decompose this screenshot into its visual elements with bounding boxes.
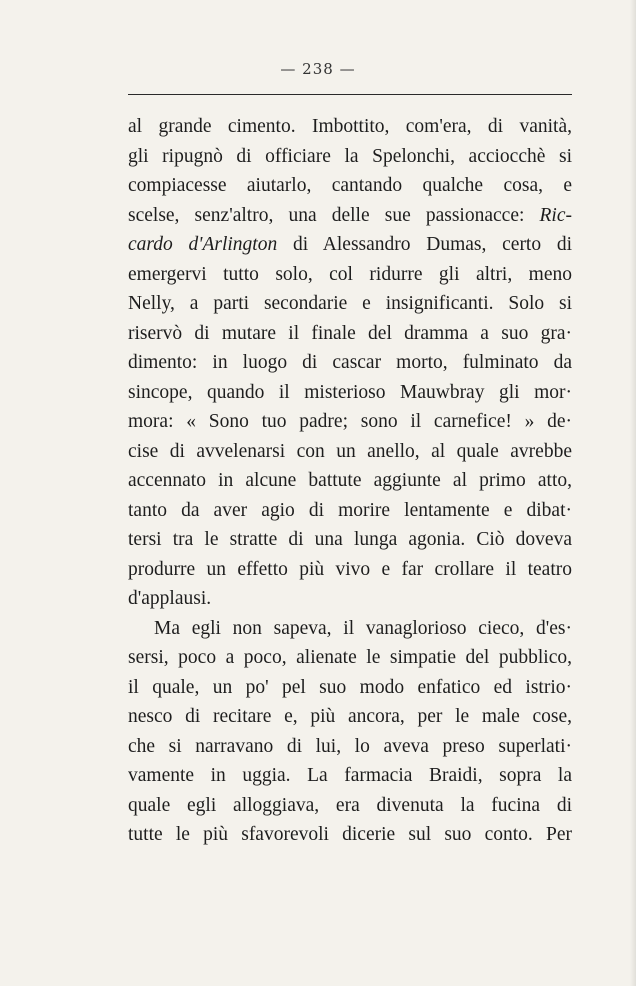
italic-title-part: cardo: [128, 234, 173, 255]
paragraph-1: [128, 112, 572, 614]
header-rule: [128, 94, 572, 95]
text-line: vamente in uggia. La farmacia Braidi, sopra la: [128, 765, 572, 786]
text-line: tersi tra le stratte di una lunga agonia. Ciò doveva: [128, 529, 572, 550]
text-line: Ma egli non sapeva, il vanaglorioso cieco, d'es·: [154, 617, 572, 639]
paragraph-2: [128, 614, 572, 850]
italic-title-part: d'Arlington: [188, 234, 278, 255]
text-line: che si narravano di lui, lo aveva preso superlati·: [128, 735, 572, 757]
text-line: produrre un effetto più vivo e far crollare il teatro: [128, 558, 572, 580]
text-line: dimento: in luogo di cascar morto, fulminato da: [128, 352, 572, 373]
text-line: cise di avvelenarsi con un anello, al quale avrebbe: [128, 440, 572, 462]
page-number: — 238 —: [280, 60, 356, 78]
page-edge-shadow: [630, 0, 636, 986]
text-line: compiacesse aiutarlo, cantando qualche cosa, e: [128, 175, 572, 196]
text-line: mora: « Sono tuo padre; sono il carnefice! » de·: [128, 411, 572, 432]
text-line: al grande cimento. Imbottito, com'era, di vanità,: [128, 116, 572, 137]
text-segment: di Alessandro Dumas, certo di: [292, 234, 573, 255]
text-line: tutte le più sfavorevoli dicerie sul suo conto. Per: [128, 824, 572, 845]
italic-title-part: Ric-: [539, 204, 572, 226]
text-line: [128, 201, 572, 231]
text-line: nesco di recitare e, più ancora, per le male cose,: [128, 706, 572, 727]
text-line: [128, 230, 572, 260]
text-line: sersi, poco a poco, alienate le simpatie del pubblico,: [128, 647, 572, 668]
text-line: riservò di mutare il finale del dramma a suo gra·: [128, 322, 572, 344]
text-line: emergervi tutto solo, col ridurre gli altri, meno: [128, 263, 572, 285]
text-line: Nelly, a parti secondarie e insignificanti. Solo si: [128, 293, 572, 314]
text-line: gli ripugnò di officiare la Spelonchi, acciocchè si: [128, 145, 572, 167]
text-line: d'applausi.: [128, 588, 212, 609]
text-line: accennato in alcune battute aggiunte al primo atto,: [128, 470, 572, 491]
text-line: sincope, quando il misterioso Mauwbray gli mor·: [128, 381, 572, 403]
text-line: quale egli alloggiava, era divenuta la fucina di: [128, 794, 572, 816]
text-line: tanto da aver agio di morire lentamente e dibat·: [128, 499, 572, 521]
text-segment: scelse, senz'altro, una delle sue passionacce:: [128, 204, 525, 226]
page-body: [128, 112, 572, 850]
text-line: il quale, un po' pel suo modo enfatico ed istrio·: [128, 676, 572, 698]
